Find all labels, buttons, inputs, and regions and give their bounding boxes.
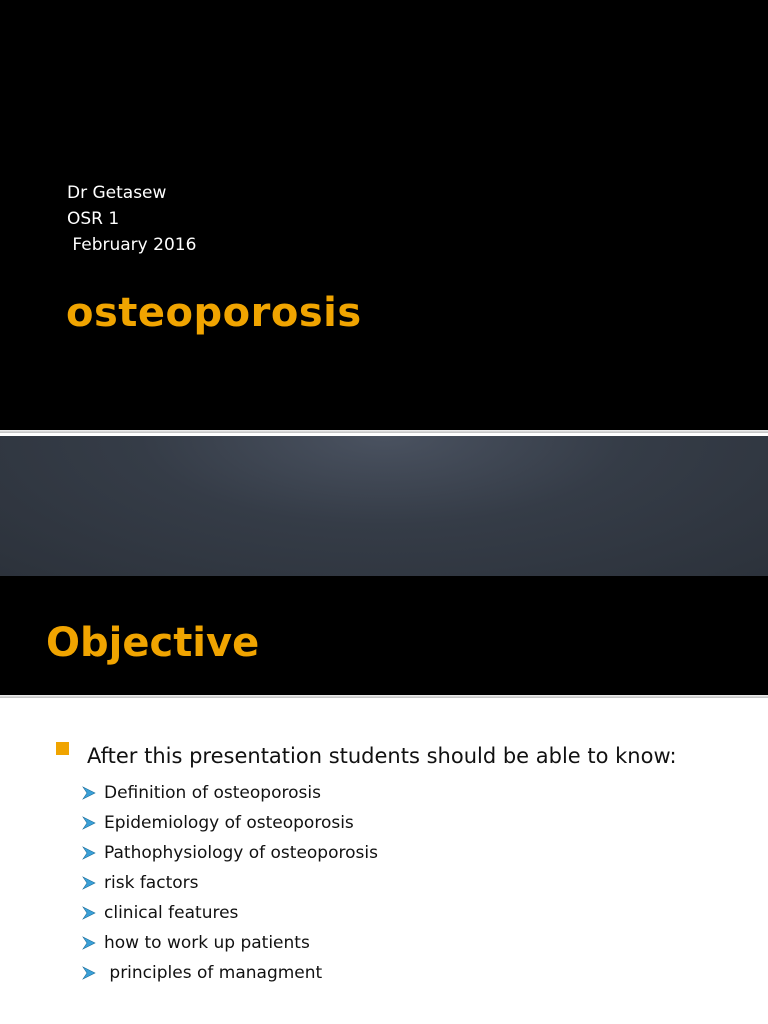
slide-divider-top: [0, 430, 768, 433]
arrow-bullet-icon: [82, 966, 96, 980]
list-item: [82, 958, 378, 988]
list-item: [82, 778, 378, 808]
list-item: [82, 928, 378, 958]
list-item-text: risk factors: [104, 873, 199, 893]
slide-1: [0, 0, 768, 430]
presenter-name: Dr Getasew: [67, 183, 167, 203]
slide-2-title: Objective: [46, 620, 260, 666]
arrow-bullet-icon: [82, 876, 96, 890]
list-item-text: principles of managment: [104, 963, 323, 983]
objective-list: [82, 778, 378, 988]
slide-2-header-divider: [0, 695, 768, 698]
arrow-bullet-icon: [82, 846, 96, 860]
list-item: [82, 868, 378, 898]
list-item: [82, 838, 378, 868]
presenter-info: [67, 180, 196, 258]
slide-1-title: osteoporosis: [66, 290, 362, 336]
list-item-text: Epidemiology of osteoporosis: [104, 813, 354, 833]
list-item-text: clinical features: [104, 903, 239, 923]
list-item-text: Pathophysiology of osteoporosis: [104, 843, 378, 863]
list-item-text: Definition of osteoporosis: [104, 783, 321, 803]
presentation-date: February 2016: [67, 235, 197, 255]
arrow-bullet-icon: [82, 906, 96, 920]
list-item-text: how to work up patients: [104, 933, 310, 953]
list-item: [82, 808, 378, 838]
objective-intro: After this presentation students should be able to know:: [87, 744, 677, 768]
arrow-bullet-icon: [82, 816, 96, 830]
presenter-role: OSR 1: [67, 209, 120, 229]
arrow-bullet-icon: [82, 786, 96, 800]
slide-gap: [0, 436, 768, 576]
arrow-bullet-icon: [82, 936, 96, 950]
square-bullet-icon: [56, 742, 69, 755]
list-item: [82, 898, 378, 928]
